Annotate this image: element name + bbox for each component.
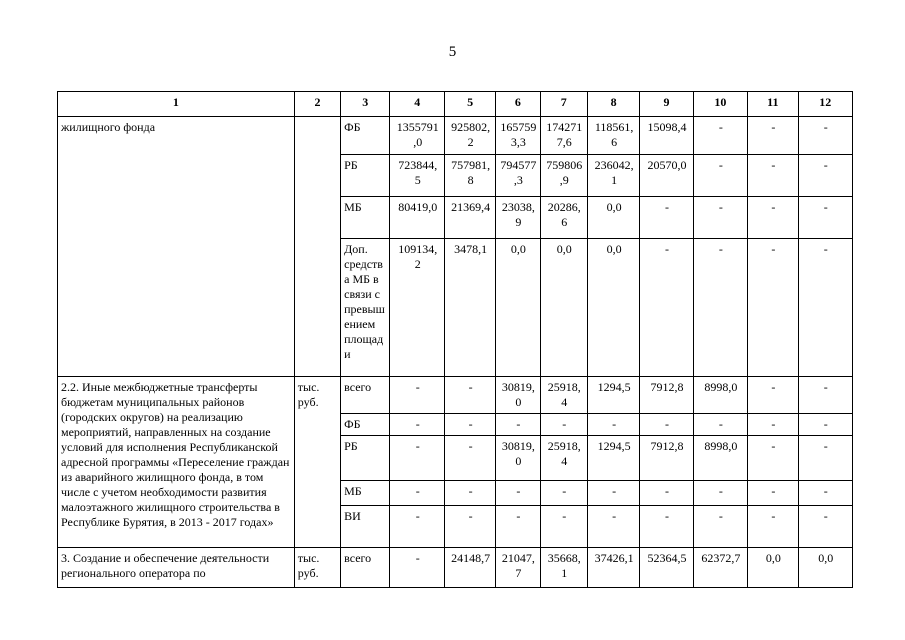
value-cell: - [390, 414, 444, 436]
value-cell: 723844, 5 [390, 155, 444, 197]
value-cell: - [640, 197, 693, 239]
value-cell: - [640, 239, 693, 377]
value-cell: - [798, 155, 853, 197]
value-cell: 7912,8 [640, 436, 693, 481]
value-cell: - [496, 506, 540, 548]
value-cell: 8998,0 [693, 377, 747, 414]
header-cell: 9 [640, 92, 693, 117]
funding-source-cell: МБ [341, 481, 390, 506]
value-cell: 20570,0 [640, 155, 693, 197]
value-cell: 23038, 9 [496, 197, 540, 239]
header-cell: 8 [587, 92, 639, 117]
value-cell: 15098,4 [640, 117, 693, 155]
value-cell: - [390, 548, 444, 588]
unit-cell: тыс. руб. [294, 548, 340, 588]
header-cell: 5 [444, 92, 495, 117]
funding-source-cell: Доп. средств а МБ в связи с превыш ением площад и [341, 239, 390, 377]
value-cell: 30819, 0 [496, 436, 540, 481]
value-cell: - [444, 506, 495, 548]
funding-source-cell: ФБ [341, 117, 390, 155]
value-cell: 35668, 1 [540, 548, 587, 588]
header-cell: 11 [748, 92, 798, 117]
value-cell: 109134, 2 [390, 239, 444, 377]
value-cell: - [798, 239, 853, 377]
value-cell: 925802, 2 [444, 117, 495, 155]
page-number: 5 [448, 44, 457, 60]
header-cell: 4 [390, 92, 444, 117]
value-cell: 0,0 [587, 239, 639, 377]
value-cell: - [748, 506, 798, 548]
value-cell: - [496, 414, 540, 436]
value-cell: 174271 7,6 [540, 117, 587, 155]
value-cell: 25918, 4 [540, 436, 587, 481]
header-cell: 10 [693, 92, 747, 117]
budget-table [57, 91, 853, 588]
value-cell: 0,0 [798, 548, 853, 588]
header-cell: 1 [58, 92, 295, 117]
value-cell: 236042, 1 [587, 155, 639, 197]
value-cell: - [798, 377, 853, 414]
value-cell: - [748, 414, 798, 436]
value-cell: - [390, 506, 444, 548]
header-cell: 7 [540, 92, 587, 117]
value-cell: - [798, 506, 853, 548]
value-cell: - [640, 506, 693, 548]
value-cell: - [444, 481, 495, 506]
value-cell: - [693, 506, 747, 548]
value-cell: - [587, 414, 639, 436]
value-cell: 7912,8 [640, 377, 693, 414]
value-cell: 165759 3,3 [496, 117, 540, 155]
funding-source-cell: ФБ [341, 414, 390, 436]
header-cell: 12 [798, 92, 853, 117]
header-row [58, 92, 853, 117]
value-cell: - [587, 506, 639, 548]
value-cell: - [390, 436, 444, 481]
table-row [58, 548, 853, 588]
value-cell: 52364,5 [640, 548, 693, 588]
value-cell: 21369,4 [444, 197, 495, 239]
value-cell: - [496, 481, 540, 506]
item-name-cell: жилищного фонда [58, 117, 295, 377]
value-cell: - [748, 197, 798, 239]
item-name-cell: 2.2. Иные межбюджетные трансферты бюджетам муниципальных районов (городских округов) на реализацию мероприятий, направленных на создание условий для исполнения Республиканской адресной программы «Переселение граждан из аварийного жилищного фонда, в том числе с учетом необходимости развития малоэтажного жилищного строительства в Республике Бурятия, в 2013 - 2017 годах» [58, 377, 295, 548]
value-cell: 794577 ,3 [496, 155, 540, 197]
table-row [58, 117, 853, 155]
value-cell: - [693, 117, 747, 155]
value-cell: - [640, 481, 693, 506]
value-cell: - [748, 239, 798, 377]
value-cell: - [444, 414, 495, 436]
value-cell: 1294,5 [587, 377, 639, 414]
value-cell: - [693, 239, 747, 377]
value-cell: 8998,0 [693, 436, 747, 481]
value-cell: - [748, 481, 798, 506]
value-cell: 24148,7 [444, 548, 495, 588]
header-cell: 6 [496, 92, 540, 117]
value-cell: - [640, 414, 693, 436]
value-cell: 21047, 7 [496, 548, 540, 588]
value-cell: - [748, 117, 798, 155]
table-row [58, 377, 853, 414]
value-cell: 759806 ,9 [540, 155, 587, 197]
value-cell: 25918, 4 [540, 377, 587, 414]
value-cell: - [748, 155, 798, 197]
value-cell: - [693, 155, 747, 197]
value-cell: 0,0 [587, 197, 639, 239]
value-cell: 1294,5 [587, 436, 639, 481]
funding-source-cell: ВИ [341, 506, 390, 548]
value-cell: - [798, 436, 853, 481]
value-cell: - [390, 377, 444, 414]
value-cell: - [444, 436, 495, 481]
value-cell: - [798, 117, 853, 155]
unit-cell [294, 117, 340, 377]
value-cell: - [748, 377, 798, 414]
value-cell: - [798, 197, 853, 239]
value-cell: - [693, 197, 747, 239]
value-cell: - [444, 377, 495, 414]
unit-cell: тыс. руб. [294, 377, 340, 548]
funding-source-cell: всего [341, 548, 390, 588]
value-cell: 0,0 [540, 239, 587, 377]
value-cell: - [798, 481, 853, 506]
value-cell: - [540, 481, 587, 506]
value-cell: - [748, 436, 798, 481]
value-cell: 62372,7 [693, 548, 747, 588]
value-cell: - [693, 481, 747, 506]
header-cell: 3 [341, 92, 390, 117]
value-cell: - [540, 414, 587, 436]
value-cell: 80419,0 [390, 197, 444, 239]
value-cell: - [798, 414, 853, 436]
value-cell: 37426,1 [587, 548, 639, 588]
value-cell: 757981, 8 [444, 155, 495, 197]
value-cell: - [390, 481, 444, 506]
funding-source-cell: всего [341, 377, 390, 414]
item-name-cell: 3. Создание и обеспечение деятельности регионального оператора по [58, 548, 295, 588]
value-cell: 3478,1 [444, 239, 495, 377]
funding-source-cell: РБ [341, 155, 390, 197]
value-cell: 20286, 6 [540, 197, 587, 239]
value-cell: - [540, 506, 587, 548]
value-cell: 1355791 ,0 [390, 117, 444, 155]
value-cell: 30819, 0 [496, 377, 540, 414]
value-cell: 118561, 6 [587, 117, 639, 155]
funding-source-cell: РБ [341, 436, 390, 481]
value-cell: 0,0 [496, 239, 540, 377]
value-cell: 0,0 [748, 548, 798, 588]
value-cell: - [693, 414, 747, 436]
value-cell: - [587, 481, 639, 506]
header-cell: 2 [294, 92, 340, 117]
funding-source-cell: МБ [341, 197, 390, 239]
